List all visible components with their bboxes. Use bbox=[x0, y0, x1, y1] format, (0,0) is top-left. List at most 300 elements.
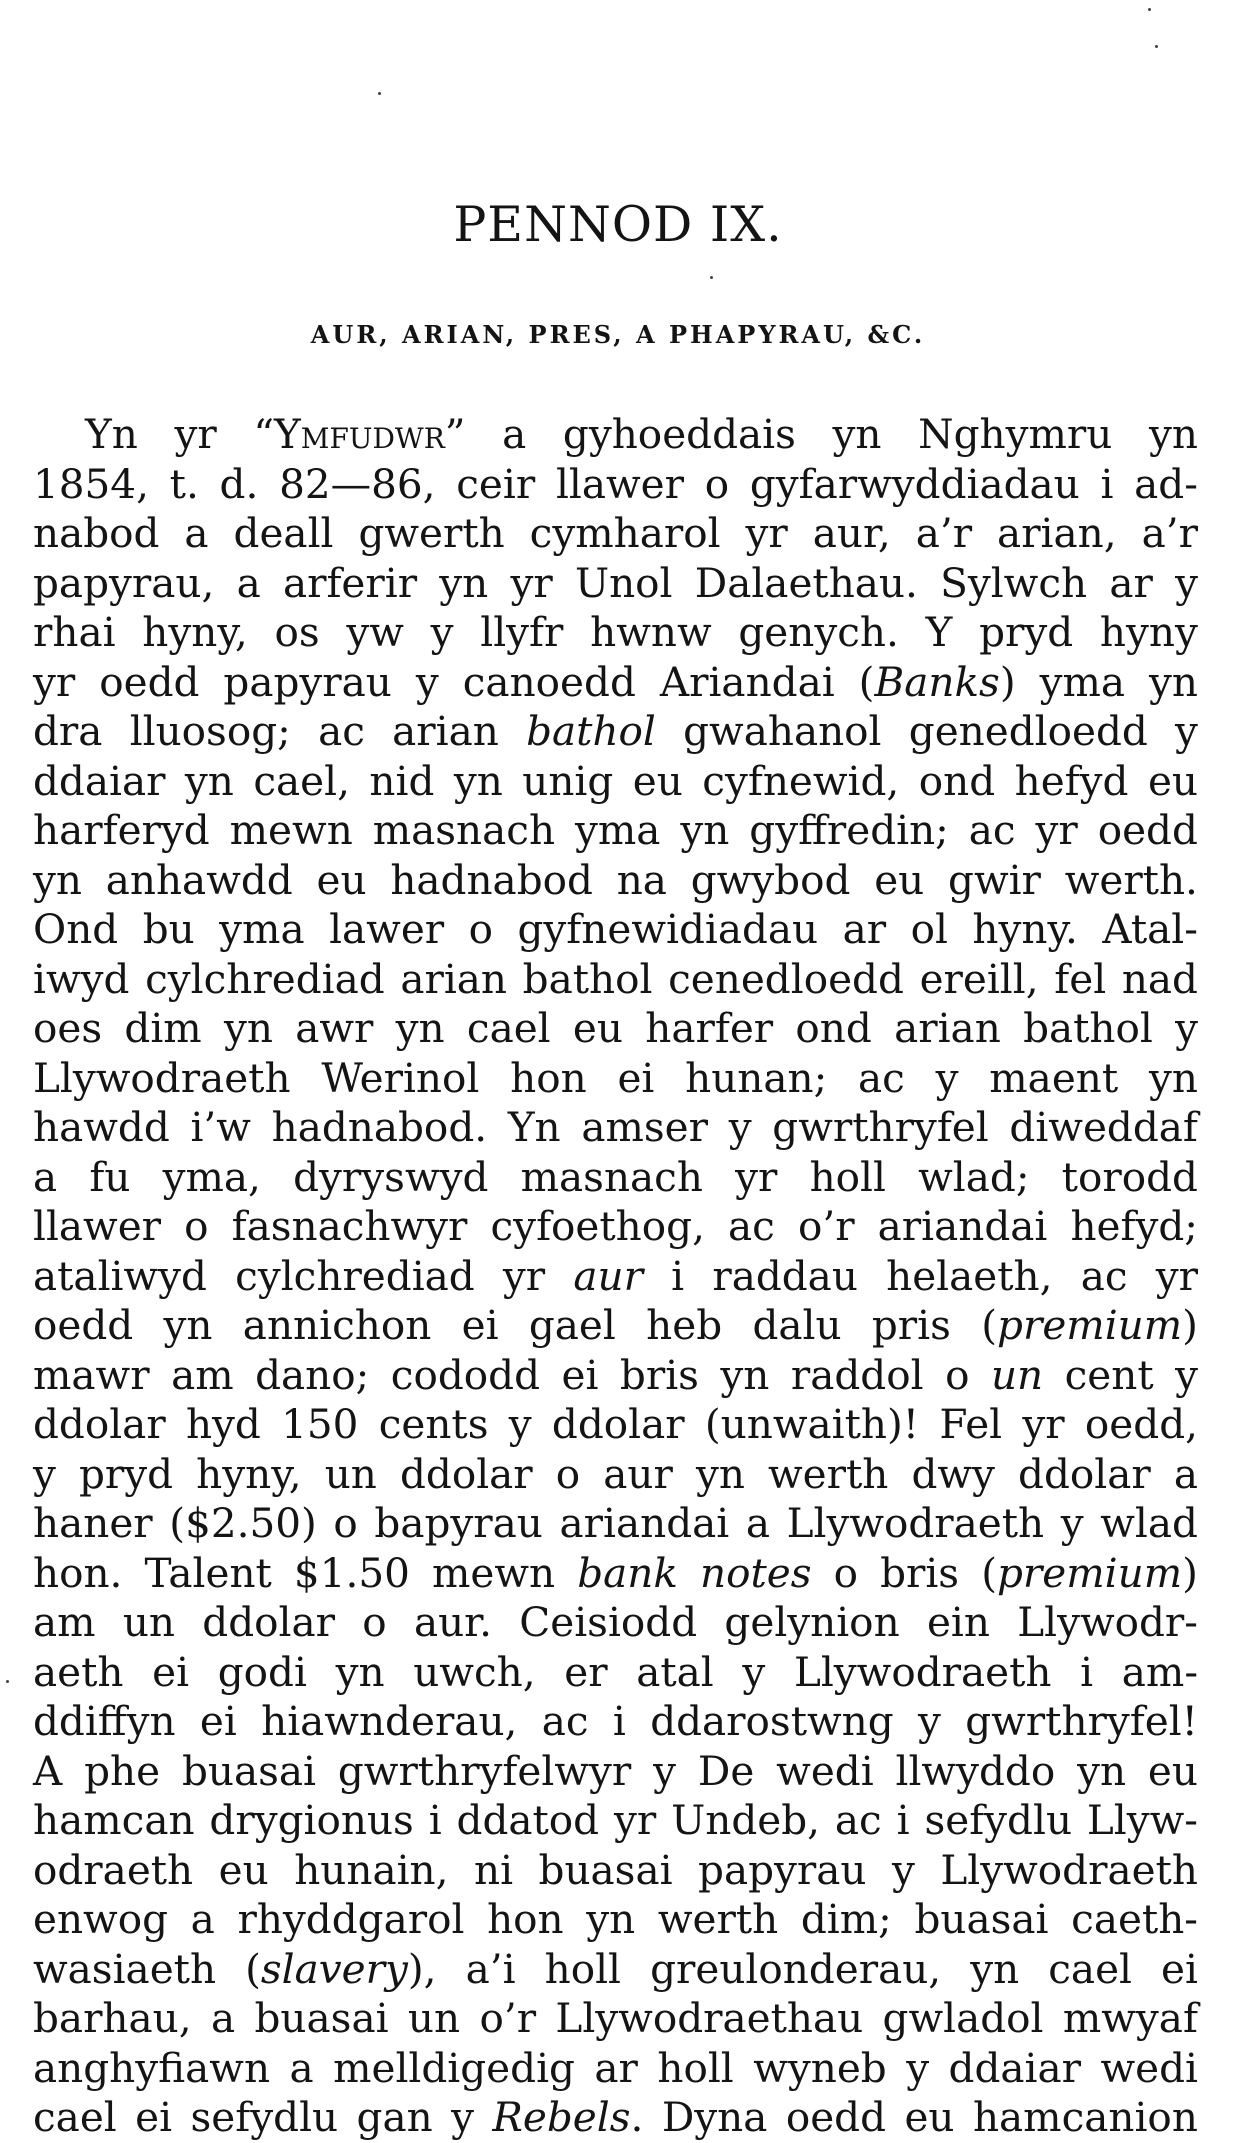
text-word: heb bbox=[646, 1301, 723, 1349]
text-word: os bbox=[274, 608, 320, 656]
text-word: awr bbox=[295, 1004, 374, 1052]
text-word: pryd bbox=[78, 1449, 174, 1498]
text-word: wlad; bbox=[918, 1152, 1030, 1201]
text-word: gwerth bbox=[358, 509, 505, 557]
text-word: dyryswyd bbox=[293, 1152, 489, 1201]
text-word: ar bbox=[594, 2043, 638, 2092]
text-word: yn bbox=[832, 410, 882, 458]
text-word: yr bbox=[1035, 806, 1078, 854]
text-word: phe bbox=[84, 1746, 161, 1795]
text-word: Ariandai bbox=[659, 657, 835, 706]
text-line bbox=[33, 1747, 1198, 1797]
text-word: cylchrediad bbox=[145, 954, 385, 1003]
text-word: arian bbox=[400, 954, 508, 1003]
text-word: arian bbox=[392, 707, 499, 755]
text-word: nad bbox=[1121, 954, 1198, 1003]
text-word: Yn bbox=[85, 410, 138, 458]
text-word: yr bbox=[1155, 1251, 1198, 1300]
text-word: un bbox=[990, 1350, 1044, 1399]
text-word: helaeth, bbox=[886, 1251, 1053, 1300]
text-word: ($2.50) bbox=[169, 1499, 317, 1547]
text-word: uwch, bbox=[413, 1647, 536, 1696]
text-word: i bbox=[1100, 459, 1114, 508]
text-word: nabod bbox=[33, 509, 160, 557]
text-word: a bbox=[1173, 1449, 1198, 1498]
text-word: harfer bbox=[645, 1004, 774, 1052]
text-word: atal bbox=[636, 1647, 714, 1696]
text-word: i bbox=[1080, 1647, 1094, 1696]
text-word: er bbox=[564, 1647, 608, 1696]
text-word: aur, bbox=[812, 509, 891, 557]
text-word: ein bbox=[926, 1598, 990, 1646]
text-line bbox=[33, 1697, 1198, 1747]
text-word: genedloedd bbox=[908, 707, 1148, 755]
text-line bbox=[33, 856, 1198, 906]
text-word: y bbox=[906, 2043, 930, 2092]
text-word: yma bbox=[1039, 657, 1126, 706]
text-word: yn bbox=[453, 756, 503, 805]
text-word: hawdd bbox=[33, 1103, 170, 1151]
text-word: hyny bbox=[1099, 608, 1198, 656]
text-word: y bbox=[451, 2093, 474, 2141]
text-word: hwnw bbox=[590, 608, 712, 656]
text-word: cael bbox=[1048, 1944, 1132, 1993]
text-word: ond bbox=[918, 756, 996, 805]
speck-mark bbox=[378, 92, 381, 95]
text-word: t. bbox=[169, 459, 199, 508]
text-word: a’r bbox=[915, 509, 973, 557]
text-word: arian, bbox=[997, 509, 1117, 557]
text-word: bathol bbox=[526, 707, 656, 755]
text-word: dwy bbox=[911, 1449, 995, 1498]
text-word: deall bbox=[233, 509, 334, 557]
text-line bbox=[33, 1400, 1198, 1450]
text-word: yn bbox=[223, 1004, 273, 1052]
text-word: y bbox=[430, 608, 454, 656]
text-line bbox=[33, 955, 1198, 1005]
text-word: hunan; bbox=[685, 1053, 828, 1102]
text-word: ariandai bbox=[877, 1202, 1048, 1250]
text-word: o bbox=[704, 459, 730, 508]
text-word: eu bbox=[1147, 756, 1198, 805]
text-word: yn bbox=[439, 558, 489, 607]
text-word: yn bbox=[1077, 1746, 1127, 1795]
speck-mark bbox=[6, 1680, 9, 1683]
text-line bbox=[33, 806, 1198, 856]
text-word: ddatod bbox=[456, 1796, 600, 1844]
text-word: hamcanion bbox=[972, 2093, 1198, 2141]
text-word: oes bbox=[33, 1004, 103, 1052]
text-word: llyfr bbox=[480, 608, 564, 656]
text-word: y bbox=[728, 1103, 752, 1151]
text-word: ei bbox=[617, 1053, 655, 1102]
text-word: dra bbox=[33, 707, 103, 755]
text-word: drygionus bbox=[209, 1796, 414, 1844]
text-word: nid bbox=[369, 756, 435, 805]
text-word: ddolar bbox=[33, 1400, 166, 1448]
text-word: buasai bbox=[181, 1746, 316, 1795]
text-word: cododd bbox=[390, 1350, 541, 1399]
text-line bbox=[33, 1004, 1198, 1054]
text-line bbox=[33, 1351, 1198, 1401]
text-word: cael bbox=[33, 2093, 117, 2141]
text-word: pryd bbox=[979, 608, 1074, 656]
text-word: Llyw- bbox=[1086, 1796, 1198, 1844]
text-line bbox=[33, 905, 1198, 955]
text-word: gyffredin; bbox=[749, 806, 949, 854]
text-word: am- bbox=[1121, 1647, 1198, 1696]
text-word: notes bbox=[699, 1548, 812, 1597]
text-line bbox=[33, 2044, 1198, 2094]
text-word: raddau bbox=[712, 1251, 858, 1300]
text-word: ceir bbox=[456, 459, 536, 508]
text-line bbox=[33, 1846, 1198, 1896]
text-word: i bbox=[896, 1796, 910, 1844]
text-word: eu bbox=[1147, 1746, 1198, 1795]
text-word: y bbox=[1175, 1350, 1198, 1399]
text-word: o bbox=[333, 1499, 358, 1547]
speck-mark bbox=[710, 276, 713, 279]
text-word: holl bbox=[657, 2043, 734, 2092]
text-word: o bbox=[184, 1202, 209, 1250]
text-word: eu bbox=[218, 1845, 269, 1894]
text-line bbox=[33, 1202, 1198, 1252]
text-word: godi bbox=[217, 1647, 307, 1696]
text-line bbox=[33, 1103, 1198, 1153]
text-word: cyfnewid, bbox=[702, 756, 900, 805]
body-text bbox=[33, 410, 1198, 2143]
text-word: o’r bbox=[797, 1202, 855, 1250]
text-word: y bbox=[508, 1400, 532, 1448]
text-word: yn bbox=[970, 1944, 1020, 1993]
text-word: bris bbox=[619, 1350, 699, 1399]
text-word: yn bbox=[720, 1350, 770, 1399]
text-word: (unwaith)! bbox=[704, 1400, 920, 1448]
text-word: arferir bbox=[282, 558, 418, 607]
text-word: a bbox=[190, 1895, 215, 1943]
speck-mark bbox=[1155, 45, 1158, 48]
text-word: anhawdd bbox=[105, 855, 293, 904]
text-word: werth. bbox=[1064, 855, 1198, 904]
text-word: aur bbox=[573, 1251, 643, 1300]
text-word: ddolar bbox=[551, 1400, 685, 1448]
text-word: Rebels. bbox=[492, 2093, 644, 2141]
text-word: yn bbox=[695, 1449, 745, 1498]
text-word: Nghymru bbox=[918, 410, 1113, 458]
text-word: yn bbox=[1148, 1053, 1198, 1102]
text-word: llawer bbox=[555, 459, 684, 508]
text-word: cyfoethog, bbox=[490, 1202, 705, 1250]
text-word: werth bbox=[657, 1895, 779, 1943]
text-word: ei bbox=[199, 1697, 237, 1745]
text-word: y bbox=[935, 1053, 959, 1102]
text-word: cent bbox=[1064, 1350, 1154, 1399]
text-word: Werinol bbox=[321, 1053, 480, 1102]
text-word: lluosog; bbox=[129, 707, 291, 755]
text-word: oedd bbox=[33, 1301, 134, 1349]
text-word: sefydlu bbox=[190, 2093, 339, 2141]
text-word: amser bbox=[581, 1103, 708, 1151]
text-word: mwyaf bbox=[1062, 1994, 1198, 2042]
text-word: oedd bbox=[785, 2093, 887, 2141]
text-word: fasnachwyr bbox=[231, 1202, 468, 1250]
text-line bbox=[33, 1895, 1198, 1945]
text-word: hamcan bbox=[33, 1796, 195, 1844]
text-word: yma bbox=[575, 806, 661, 854]
text-word: Atal- bbox=[1102, 905, 1198, 953]
text-line bbox=[33, 1945, 1198, 1995]
text-word: Ond bbox=[33, 905, 119, 953]
text-word: ddaiar bbox=[948, 2043, 1081, 2092]
text-word: raddol bbox=[790, 1350, 924, 1399]
text-word: cymharol bbox=[529, 509, 721, 557]
text-word: un bbox=[324, 1449, 377, 1498]
text-word: masnach bbox=[520, 1152, 703, 1201]
text-word: cael bbox=[466, 1004, 551, 1052]
text-word: papyrau bbox=[223, 657, 392, 706]
text-word: Llywodraethau bbox=[555, 1994, 864, 2042]
text-word: y bbox=[918, 1697, 941, 1745]
text-word: hiawnderau, bbox=[261, 1697, 518, 1745]
text-word: canoedd bbox=[462, 657, 636, 706]
text-word: aur bbox=[603, 1449, 673, 1498]
text-word: 1854, bbox=[33, 459, 149, 508]
text-word: yr bbox=[735, 1152, 778, 1201]
chapter-subtitle: AUR, ARIAN, PRES, A PHAPYRAU, &C. bbox=[310, 320, 926, 349]
text-word: hyny, bbox=[196, 1449, 302, 1498]
text-word: ac bbox=[858, 1053, 905, 1102]
text-word: cylchrediad bbox=[235, 1251, 475, 1300]
text-word: yn bbox=[184, 756, 234, 805]
text-word: ddarostwng bbox=[650, 1697, 894, 1745]
text-word: yma, bbox=[162, 1152, 261, 1201]
text-word: rhai bbox=[33, 608, 116, 656]
text-word: werth bbox=[768, 1449, 889, 1498]
text-word: y bbox=[415, 657, 439, 706]
text-word: rhyddgarol bbox=[237, 1895, 465, 1943]
text-word: yma bbox=[219, 905, 305, 953]
text-word: hefyd; bbox=[1070, 1202, 1198, 1250]
text-word: holl bbox=[809, 1152, 886, 1201]
text-word: bathol bbox=[1023, 1004, 1153, 1052]
text-line bbox=[33, 658, 1198, 708]
text-word: Unol bbox=[574, 558, 673, 607]
text-word: ddiffyn bbox=[33, 1697, 176, 1745]
text-word: i’w bbox=[190, 1103, 251, 1151]
text-word: fel bbox=[1054, 954, 1107, 1003]
text-word: Y bbox=[925, 608, 953, 656]
text-word: a bbox=[210, 1994, 236, 2042]
text-word: aur. bbox=[413, 1598, 492, 1646]
text-line bbox=[33, 1499, 1198, 1549]
text-line bbox=[33, 1796, 1198, 1846]
text-word: ddolar bbox=[202, 1598, 335, 1646]
text-word: d. bbox=[219, 459, 259, 508]
text-word: mawr bbox=[33, 1350, 150, 1399]
text-word: wedi bbox=[776, 1746, 874, 1795]
text-word: ac bbox=[968, 806, 1016, 854]
text-word: Dyna bbox=[661, 2093, 768, 2141]
text-word: oedd, bbox=[1084, 1400, 1198, 1448]
text-word: holl bbox=[544, 1944, 622, 1993]
text-word: haner bbox=[33, 1499, 153, 1547]
text-line bbox=[33, 559, 1198, 609]
text-word: y bbox=[1060, 1499, 1084, 1547]
text-word: eu bbox=[874, 855, 925, 904]
text-word: mewn bbox=[431, 1548, 556, 1597]
text-word: ddolar bbox=[1018, 1449, 1151, 1498]
text-word: pris bbox=[871, 1301, 951, 1349]
text-word: genych. bbox=[738, 608, 899, 656]
text-word: yr bbox=[510, 558, 553, 607]
text-word: hyd bbox=[185, 1400, 261, 1448]
text-word: (Banks) bbox=[858, 657, 1016, 706]
text-word: gwybod bbox=[690, 855, 851, 904]
text-word: o bbox=[362, 1598, 387, 1646]
text-word: un bbox=[122, 1598, 176, 1646]
text-word: ariandai bbox=[559, 1499, 730, 1547]
text-word: diweddaf bbox=[1009, 1103, 1198, 1151]
text-word: bapyrau bbox=[374, 1499, 543, 1547]
text-word: wlad bbox=[1100, 1499, 1198, 1547]
text-word: yr bbox=[1022, 1400, 1065, 1448]
text-word: ar bbox=[1109, 558, 1153, 607]
text-word: melldigedig bbox=[333, 2043, 575, 2092]
text-word: o’r bbox=[479, 1994, 537, 2042]
text-word: anghyfiawn bbox=[33, 2043, 271, 2092]
text-line bbox=[33, 1648, 1198, 1698]
text-word: wasiaeth bbox=[33, 1944, 217, 1993]
text-word: greulonderau, bbox=[650, 1944, 942, 1993]
text-word: a bbox=[33, 1152, 58, 1201]
text-word: y bbox=[1175, 707, 1198, 755]
text-word: De bbox=[697, 1746, 755, 1795]
text-word: 150 bbox=[281, 1400, 359, 1448]
text-word: y bbox=[1175, 1004, 1198, 1052]
text-word: $1.50 bbox=[293, 1548, 410, 1597]
text-word: ereill, bbox=[919, 954, 1039, 1003]
text-word: dano; bbox=[255, 1350, 370, 1399]
text-word: enwog bbox=[33, 1895, 169, 1943]
chapter-title: PENNOD IX. bbox=[453, 196, 783, 253]
text-word: gyfarwyddiadau bbox=[749, 459, 1080, 508]
text-word: gwahanol bbox=[683, 707, 882, 755]
text-word: a bbox=[184, 509, 209, 557]
text-word: cents bbox=[378, 1400, 489, 1448]
text-word: gelynion bbox=[724, 1598, 900, 1646]
text-word: a bbox=[502, 410, 527, 458]
text-word: na bbox=[616, 855, 667, 904]
text-word: ar bbox=[842, 905, 887, 953]
text-word: eu bbox=[572, 1004, 623, 1052]
text-line bbox=[33, 608, 1198, 658]
text-word: eu bbox=[632, 756, 683, 805]
text-word: eu bbox=[316, 855, 367, 904]
text-word: ac bbox=[541, 1697, 589, 1745]
text-word: bank bbox=[577, 1548, 678, 1597]
text-word: hon bbox=[487, 1895, 564, 1943]
text-word: aeth bbox=[33, 1647, 124, 1696]
text-word: bu bbox=[142, 905, 195, 953]
text-word: ni bbox=[473, 1845, 514, 1894]
text-word: a bbox=[745, 1499, 770, 1547]
text-word: A bbox=[33, 1746, 63, 1795]
text-word: a bbox=[289, 2043, 314, 2092]
text-word: wedi bbox=[1100, 2043, 1198, 2092]
text-word: llawer bbox=[33, 1202, 162, 1250]
text-word: hyny. bbox=[972, 905, 1078, 953]
text-word: o bbox=[945, 1350, 970, 1399]
text-word: ac bbox=[728, 1202, 775, 1250]
text-word: yn bbox=[395, 1004, 445, 1052]
text-line bbox=[33, 1549, 1198, 1599]
text-word: yr bbox=[33, 657, 76, 706]
text-word: gyhoeddais bbox=[562, 410, 796, 458]
text-word: yn bbox=[163, 1301, 213, 1349]
text-word: bris bbox=[880, 1548, 960, 1597]
text-word: llwyddo bbox=[895, 1746, 1056, 1795]
text-word: yn bbox=[33, 855, 82, 904]
text-word: yn bbox=[586, 1895, 636, 1943]
text-word: barhau, bbox=[33, 1994, 192, 2042]
text-word: un bbox=[407, 1994, 461, 2042]
text-line bbox=[33, 1054, 1198, 1104]
text-word: ddolar bbox=[399, 1449, 533, 1498]
text-word: hon bbox=[510, 1053, 587, 1102]
text-word: (premium) bbox=[981, 1548, 1198, 1597]
text-word: mewn bbox=[229, 806, 353, 854]
text-word: unig bbox=[522, 756, 614, 805]
text-line bbox=[33, 757, 1198, 807]
text-word: Fel bbox=[939, 1400, 1003, 1448]
text-word: Undeb, bbox=[671, 1796, 821, 1844]
text-word: Talent bbox=[144, 1548, 272, 1597]
text-word: yw bbox=[346, 608, 404, 656]
text-word: buasai bbox=[914, 1895, 1049, 1943]
text-word: bathol bbox=[522, 954, 653, 1003]
text-word: gan bbox=[356, 2093, 433, 2141]
text-word: o bbox=[468, 905, 494, 953]
text-line bbox=[33, 509, 1198, 559]
text-word: gyfnewidiadau bbox=[517, 905, 819, 953]
text-word: i bbox=[671, 1251, 685, 1300]
text-word: i bbox=[612, 1697, 626, 1745]
text-word: ac bbox=[834, 1796, 882, 1844]
text-word: cael, bbox=[253, 756, 350, 805]
text-word: i bbox=[428, 1796, 442, 1844]
text-word: y bbox=[653, 1746, 676, 1795]
text-word: iwyd bbox=[33, 954, 130, 1003]
text-word: am bbox=[171, 1350, 234, 1399]
text-word: Dalaethau. bbox=[694, 558, 918, 607]
text-line bbox=[33, 410, 1198, 460]
text-word: ei bbox=[1161, 1944, 1198, 1993]
text-word: hefyd bbox=[1014, 756, 1129, 805]
text-word: hyny, bbox=[142, 608, 248, 656]
text-word: papyrau, bbox=[33, 558, 215, 607]
text-word: Ceisiodd bbox=[519, 1598, 698, 1646]
text-word: am bbox=[33, 1598, 96, 1646]
text-word: caeth- bbox=[1071, 1895, 1198, 1943]
text-word: gael bbox=[528, 1301, 616, 1349]
text-word: harferyd bbox=[33, 806, 210, 854]
text-word: yn bbox=[335, 1647, 385, 1696]
text-word: Sylwch bbox=[940, 558, 1088, 607]
text-line bbox=[33, 1450, 1198, 1500]
text-word: yr bbox=[613, 1796, 657, 1844]
text-word: y bbox=[742, 1647, 766, 1696]
text-word: oedd bbox=[99, 657, 200, 706]
